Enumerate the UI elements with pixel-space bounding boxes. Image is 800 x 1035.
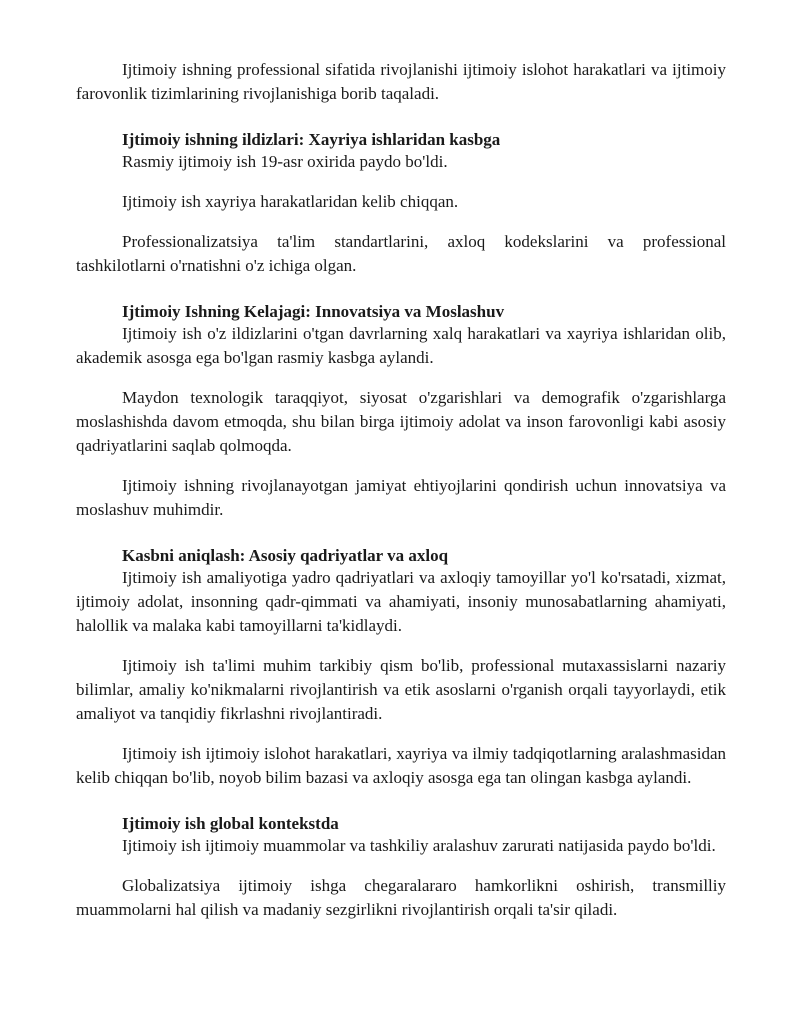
paragraph: Rasmiy ijtimoiy ish 19-asr oxirida paydo bo'ldi. xyxy=(122,152,448,171)
intro-paragraph: Ijtimoiy ishning professional sifatida rivojlanishi ijtimoiy islohot harakatlari va ijtimoiy farovonlik tizimlarining rivojlanishiga borib taqaladi. xyxy=(76,60,726,103)
paragraph: Ijtimoiy ish xayriya harakatlaridan kelib chiqqan. xyxy=(122,192,459,211)
paragraph: Professionalizatsiya ta'lim standartlarini, axloq kodekslarini va professional tashkilotlarni o'rnatishni o'z ichiga olgan. xyxy=(76,232,726,275)
paragraph: Maydon texnologik taraqqiyot, siyosat o'zgarishlari va demografik o'zgarishlarga moslashishda davom etmoqda, shu bilan birga ijtimoiy adolat va inson farovonligi kabi asosiy qadriyatlarini saqlab qolmoqda. xyxy=(76,388,726,455)
section-roots xyxy=(76,128,726,278)
paragraph: Ijtimoiy ish amaliyotiga yadro qadriyatlari va axloqiy tamoyillar yo'l ko'rsatadi, xizmat, ijtimoiy adolat, insonning qadr-qimmati va ahamiyati, insoniy munosabatlarning ahamiyati, halollik va malaka kabi tamoyillarni ta'kidlaydi. xyxy=(76,568,726,635)
section-heading: Ijtimoiy ish global kontekstda xyxy=(122,814,339,833)
paragraph: Ijtimoiy ishning rivojlanayotgan jamiyat ehtiyojlarini qondirish uchun innovatsiya va moslashuv muhimdir. xyxy=(76,476,726,519)
paragraph: Ijtimoiy ish o'z ildizlarini o'tgan davrlarning xalq harakatlari va xayriya ishlaridan olib, akademik asosga ega bo'lgan rasmiy kasbga aylandi. xyxy=(76,324,726,367)
section-heading: Ijtimoiy ishning ildizlari: Xayriya ishlaridan kasbga xyxy=(122,130,501,149)
section-heading: Ijtimoiy Ishning Kelajagi: Innovatsiya va Moslashuv xyxy=(122,302,505,321)
section-core-values xyxy=(76,544,726,790)
section-global-context xyxy=(76,812,726,922)
document-page xyxy=(76,58,726,938)
section-future xyxy=(76,300,726,522)
paragraph: Globalizatsiya ijtimoiy ishga chegaralararo hamkorlikni oshirish, transmilliy muammolarni hal qilish va madaniy sezgirlikni rivojlantirish orqali ta'sir qiladi. xyxy=(76,876,726,919)
paragraph: Ijtimoiy ish ijtimoiy muammolar va tashkiliy aralashuv zarurati natijasida paydo bo'ldi. xyxy=(122,836,716,855)
section-heading: Kasbni aniqlash: Asosiy qadriyatlar va axloq xyxy=(122,546,449,565)
paragraph: Ijtimoiy ish ijtimoiy islohot harakatlari, xayriya va ilmiy tadqiqotlarning aralashmasidan kelib chiqqan bo'lib, noyob bilim bazasi va axloqiy asosga ega tan olingan kasbga aylandi. xyxy=(76,744,726,787)
paragraph: Ijtimoiy ish ta'limi muhim tarkibiy qism bo'lib, professional mutaxassislarni nazariy bilimlar, amaliy ko'nikmalarni rivojlantirish va etik asoslarni o'rganish orqali tayyorlaydi, etik amaliyot va tanqidiy fikrlashni rivojlantiradi. xyxy=(76,656,726,723)
